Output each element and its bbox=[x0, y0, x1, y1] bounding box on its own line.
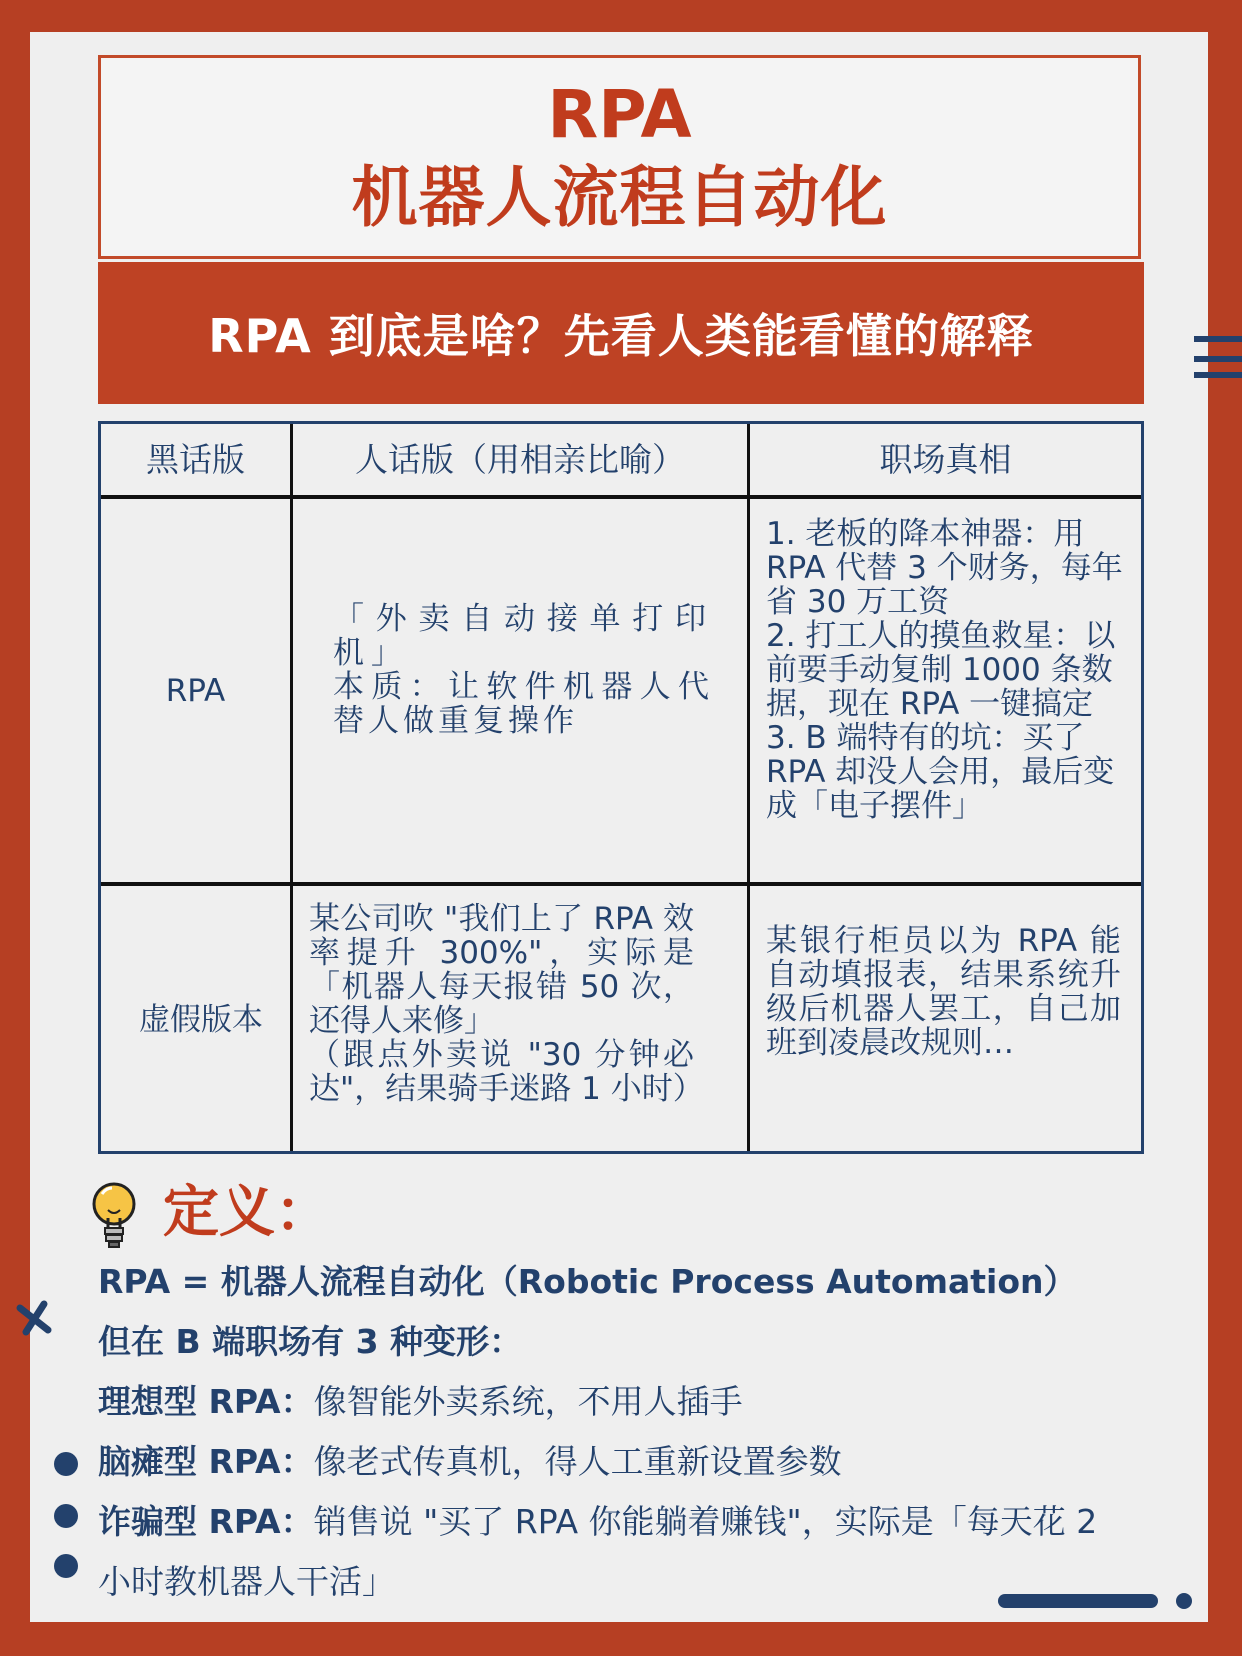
table-header-cell: 黑话版 bbox=[146, 439, 245, 479]
cell-text: 「外卖自动接单打印机」 bbox=[333, 601, 713, 671]
rpa-type-text: 像智能外卖系统，不用人插手 bbox=[313, 1382, 743, 1421]
bullet-dot bbox=[54, 1504, 78, 1528]
table-header-cell: 人话版（用相亲比喻） bbox=[355, 439, 685, 479]
decor-stripe bbox=[1194, 356, 1242, 362]
decor-stripe bbox=[1194, 372, 1242, 378]
rpa-type-item bbox=[98, 1502, 1097, 1542]
cell-text: 2. 打工人的摸鱼救星：以前要手动复制 1000 条数据，现在 RPA 一键搞定 bbox=[766, 618, 1116, 722]
table-cell-truth bbox=[766, 924, 1121, 1124]
banner-text: RPA 到底是啥？先看人类能看懂的解释 bbox=[208, 309, 1034, 363]
cell-text: （跟点外卖说 "30 分钟必达"，结果骑手迷路 1 小时） bbox=[309, 1037, 704, 1107]
section-banner bbox=[98, 262, 1144, 404]
definition-line: 但在 B 端职场有 3 种变形： bbox=[98, 1322, 523, 1361]
page-title: RPA bbox=[547, 76, 692, 153]
definition-line: RPA = 机器人流程自动化（Robotic Process Automation） bbox=[98, 1262, 1077, 1301]
title-box bbox=[98, 55, 1141, 259]
cell-text: 本质：让软件机器人代替人做重复操作 bbox=[333, 669, 713, 739]
cell-text: 某公司吹 "我们上了 RPA 效率提升 300%"，实际是「机器人每天报错 50 次，还得人来修」 bbox=[309, 901, 694, 1039]
lightbulb-icon bbox=[86, 1180, 142, 1252]
table-cell-plain bbox=[309, 901, 704, 1152]
rpa-type-item bbox=[98, 1442, 842, 1482]
cell-text: 某银行柜员以为 RPA 能自动填报表，结果系统升级后机器人罢工，自己加班到凌晨改规则… bbox=[766, 923, 1121, 1061]
decor-stripe bbox=[1194, 336, 1242, 342]
bullet-dot bbox=[54, 1554, 78, 1578]
cross-icon bbox=[14, 1298, 54, 1338]
decor-bar bbox=[998, 1594, 1158, 1608]
table-cell-term: 虚假版本 bbox=[139, 1002, 263, 1038]
definition-title: 定义： bbox=[163, 1180, 331, 1245]
table-divider bbox=[747, 424, 750, 1151]
rpa-type-label: 理想型 RPA： bbox=[98, 1382, 314, 1421]
table-cell-term: RPA bbox=[165, 672, 226, 709]
cell-text: 1. 老板的降本神器：用 RPA 代替 3 个财务，每年省 30 万工资 bbox=[766, 516, 1123, 620]
decor-dot bbox=[1176, 1593, 1192, 1609]
rpa-type-label: 脑瘫型 RPA： bbox=[98, 1442, 314, 1481]
page-subtitle: 机器人流程自动化 bbox=[351, 159, 888, 236]
rpa-type-continuation: 小时教机器人干活」 bbox=[98, 1562, 395, 1601]
rpa-type-text: 销售说 "买了 RPA 你能躺着赚钱"，实际是「每天花 2 bbox=[313, 1502, 1098, 1541]
rpa-type-label: 诈骗型 RPA： bbox=[98, 1502, 314, 1541]
rpa-type-text: 像老式传真机，得人工重新设置参数 bbox=[313, 1442, 842, 1481]
table-header-cell: 职场真相 bbox=[879, 439, 1012, 479]
bullet-dot bbox=[54, 1452, 78, 1476]
cell-text: 3. B 端特有的坑：买了 RPA 却没人会用，最后变成「电子摆件」 bbox=[766, 720, 1115, 824]
table-cell-truth bbox=[766, 517, 1126, 877]
table-cell-plain bbox=[333, 602, 713, 802]
comparison-table bbox=[98, 421, 1144, 1154]
rpa-type-item bbox=[98, 1382, 743, 1422]
